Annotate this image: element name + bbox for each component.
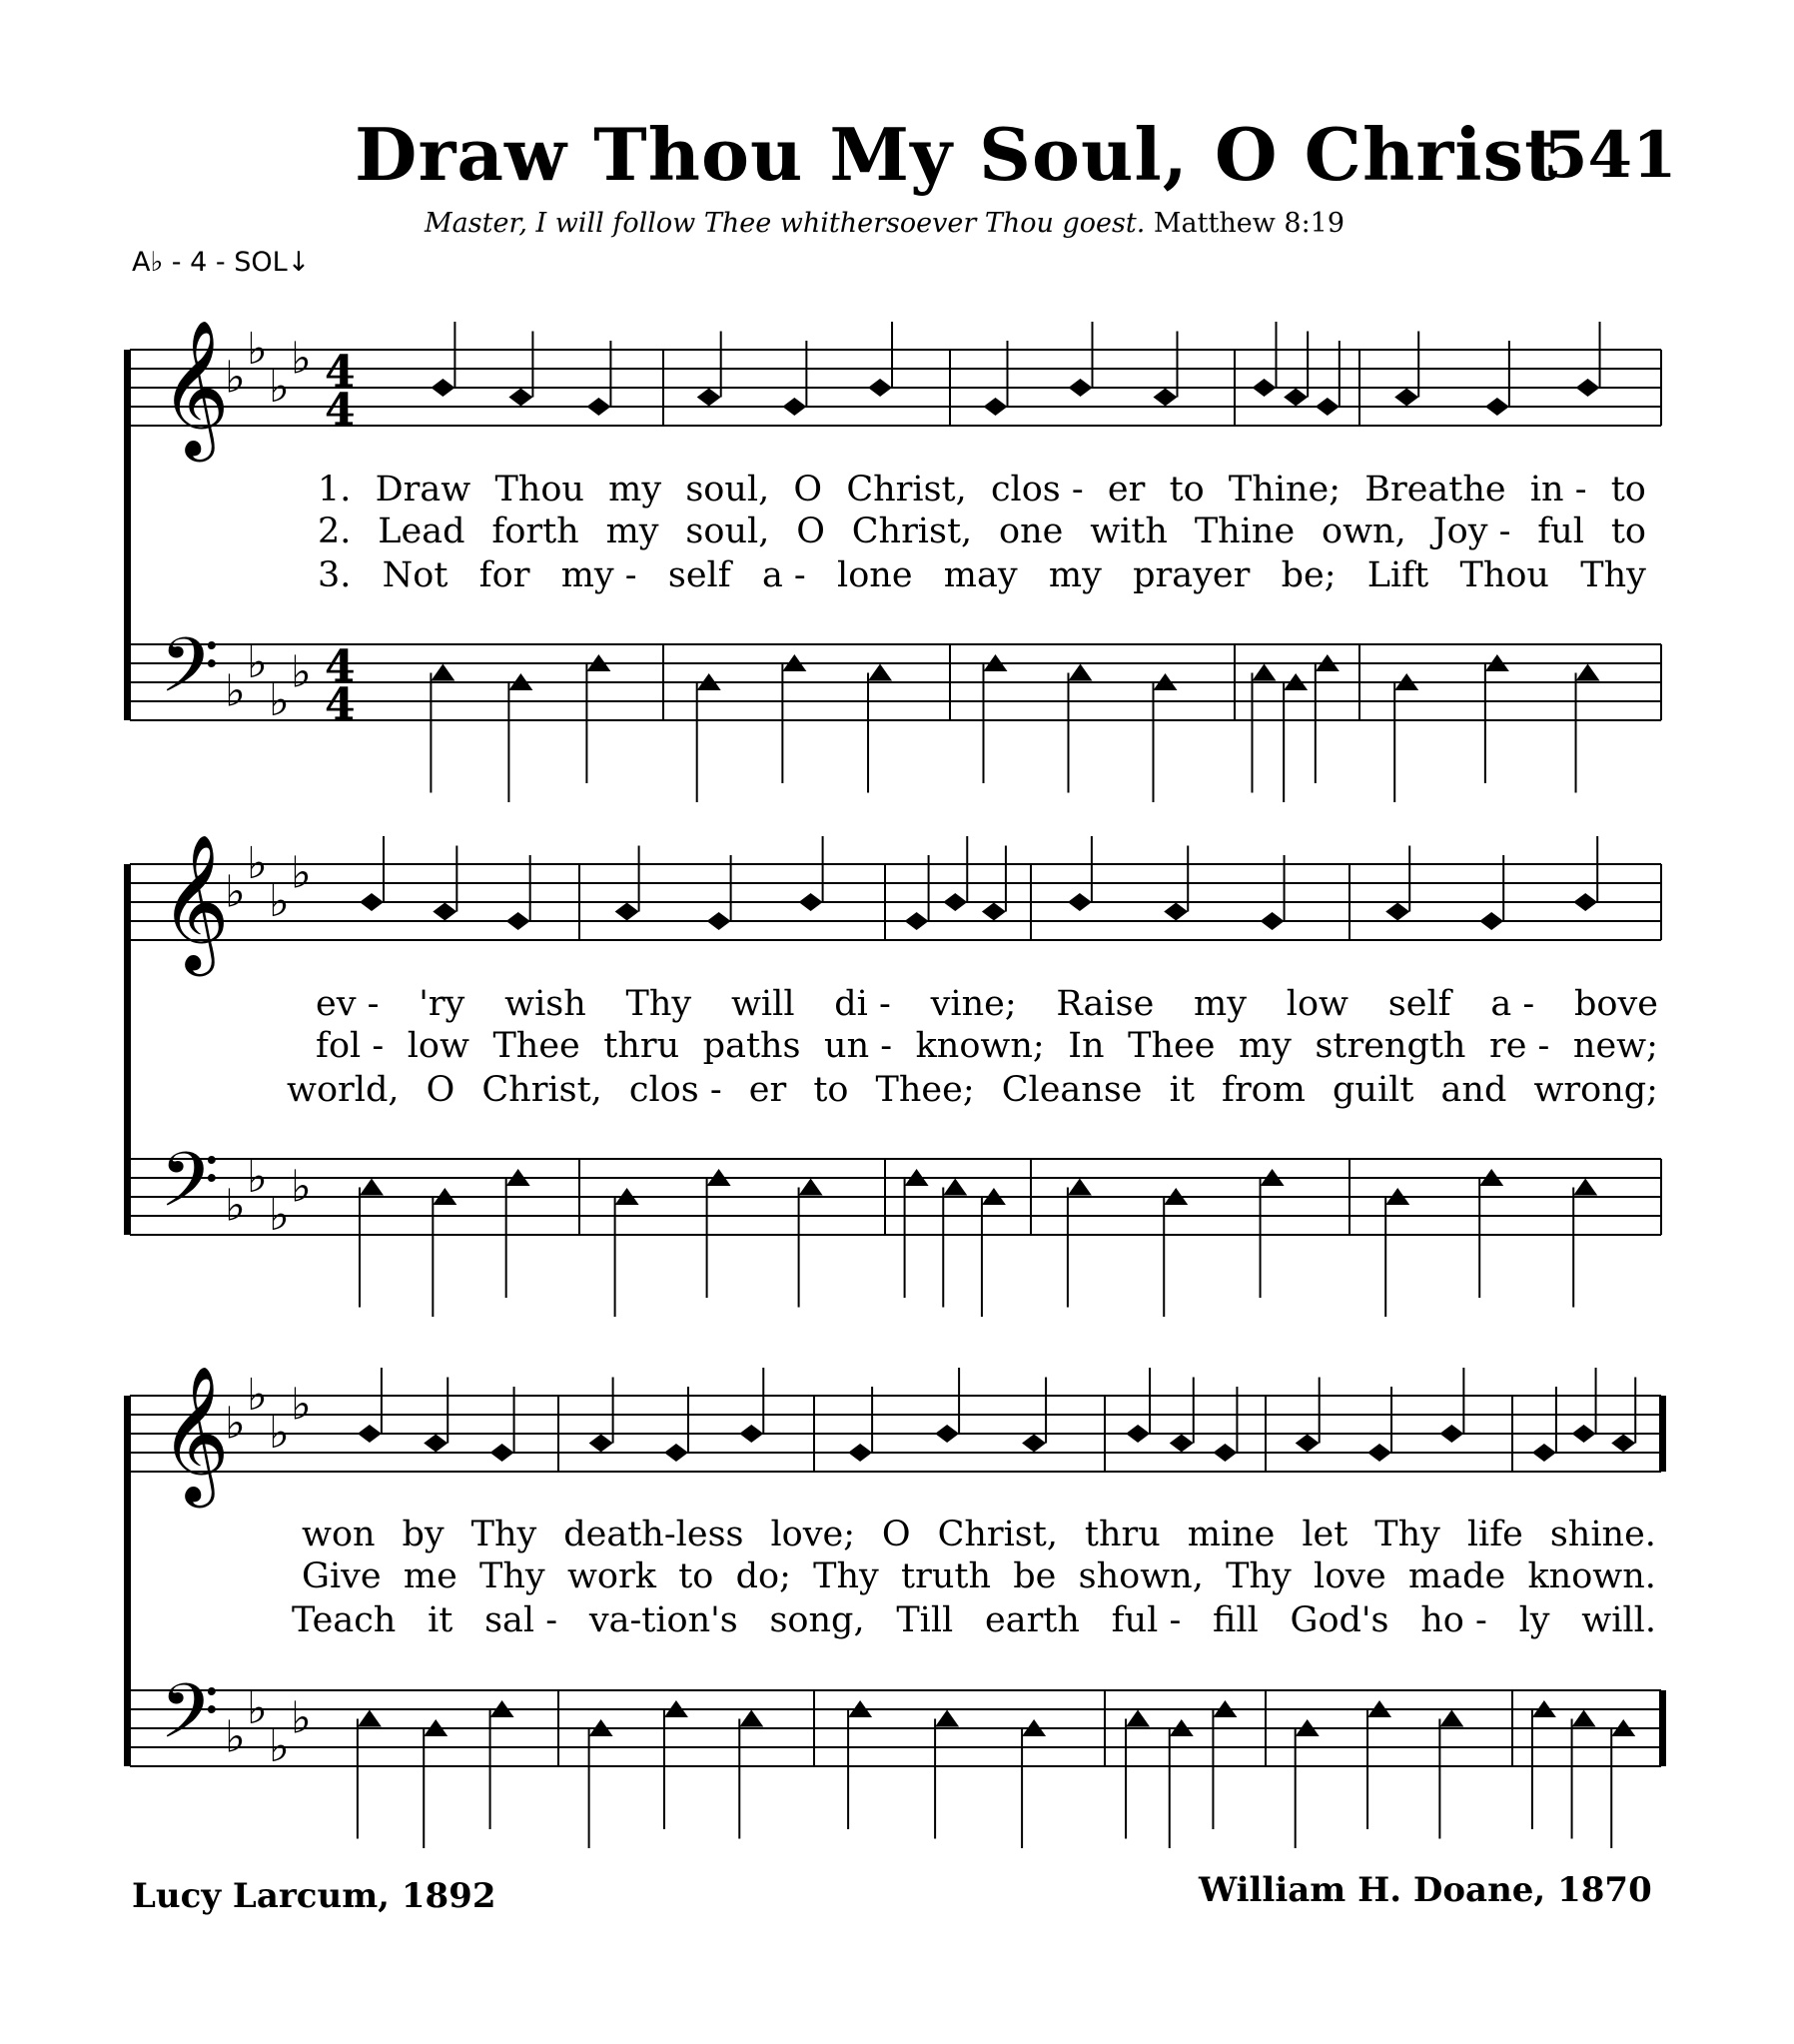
lyric-syllable: own, [1322,511,1406,551]
treble-note [615,903,639,921]
lyric-syllable: 2. [318,511,352,551]
lyric-syllable: my [605,511,659,551]
bass-note [1576,664,1600,681]
lyric-syllable: Thee [492,1026,580,1066]
lyric-syllable: Thy [479,1556,545,1596]
treble-note [508,389,532,407]
final-barline [1659,1396,1666,1472]
lyric-syllable: Christ, [937,1515,1058,1554]
lyric-syllable: life [1466,1515,1523,1554]
treble-note [1213,1444,1237,1462]
lyric-syllable: wish [504,984,586,1024]
lyric-syllable: Thy [1580,555,1646,595]
treble-note [982,903,1006,921]
lyric-syllable: 3. [318,555,352,595]
lyric-syllable: to [1610,511,1646,551]
treble-note [1164,903,1188,921]
lyric-syllable: ev - [316,984,380,1024]
flat-icon: ♭ [247,324,268,375]
flat-icon: ♭ [269,1408,290,1459]
treble-note [506,912,530,930]
lyric-syllable: soul, [685,511,770,551]
treble-note [1573,893,1597,911]
lyric-syllable: soul, [685,470,770,510]
treble-note [433,903,456,921]
lyric-syllable: O [881,1515,911,1554]
lyric-line [287,1070,1658,1110]
bass-note [1126,1710,1150,1727]
treble-note [1576,379,1600,397]
lyric-syllable: er [1107,470,1146,510]
lyric-line [318,555,1646,595]
lyric-syllable: 1. [318,470,352,510]
lyric-syllable: strength [1315,1026,1466,1066]
system-brace-bar [124,350,131,720]
bass-note [1253,664,1277,681]
bass-note [1573,1179,1597,1196]
treble-note [1485,398,1509,416]
flat-icon: ♭ [225,1398,246,1450]
lyric-syllable: Christ, [481,1070,602,1110]
lyric-syllable: it [1169,1070,1195,1110]
lyric-syllable: Thine; [1228,470,1342,510]
lyric-syllable: will [730,984,795,1024]
bass-note [739,1710,763,1727]
treble-note [1394,389,1418,407]
lyric-syllable: Lead [378,511,465,551]
final-barline [1659,1690,1666,1766]
flat-icon: ♭ [269,876,290,927]
treble-note [586,398,610,416]
lyric-syllable: Thy [813,1556,879,1596]
system-brace-bar [124,1396,131,1766]
lyric-syllable: known. [1527,1556,1656,1596]
bass-note [431,664,454,681]
lyric-syllable: Thy [1374,1515,1440,1554]
treble-note [782,398,806,416]
treble-note [1532,1444,1556,1462]
lyric-syllable: Breathe [1364,470,1506,510]
lyric-syllable: 'ry [419,984,465,1024]
lyric-syllable: let [1302,1515,1348,1554]
lyric-syllable: low [407,1026,469,1066]
lyric-syllable: Christ, [851,511,973,551]
treble-note [431,379,454,397]
lyric-syllable: sal - [484,1600,558,1640]
treble-note [424,1435,448,1453]
treble-note [490,1444,514,1462]
flat-icon: ♭ [291,847,312,899]
treble-note [1253,379,1277,397]
lyric-syllable: with [1090,511,1168,551]
treble-note [1154,389,1178,407]
treble-note [943,893,967,911]
flat-icon: ♭ [247,1152,268,1203]
treble-note [1316,398,1340,416]
lyric-syllable: Not [382,555,448,595]
lyric-syllable: bove [1573,984,1658,1024]
lyric-line [316,1026,1658,1066]
lyric-line [318,470,1646,510]
lyric-syllable: will. [1581,1600,1656,1640]
lyric-syllable: new; [1572,1026,1658,1066]
treble-note [360,893,384,911]
treble-note [664,1444,688,1462]
lyric-syllable: world, [287,1070,400,1110]
treble-clef-icon: 𝄞 [160,318,230,456]
time-signature-top: 4 [325,347,356,398]
lyric-syllable: ly [1518,1600,1550,1640]
lyric-line [292,1600,1656,1640]
time-signature-bottom: 4 [325,679,356,730]
treble-note [1126,1425,1150,1443]
lyric-syllable: wrong; [1533,1070,1658,1110]
lyric-syllable: In [1068,1026,1105,1066]
lyric-syllable: it [428,1600,453,1640]
lyric-syllable: forth [491,511,579,551]
flat-icon: ♭ [291,1161,312,1213]
composer-credit: William H. Doane, 1870 [1199,1870,1652,1910]
treble-note [905,912,929,930]
treble-note [1385,903,1409,921]
flat-icon: ♭ [291,1692,312,1744]
lyric-syllable: thru [603,1026,680,1066]
lyric-syllable: thru [1084,1515,1161,1554]
lyric-syllable: won [302,1515,376,1554]
flat-icon: ♭ [269,362,290,413]
time-signature-bottom: 4 [325,385,356,436]
lyric-syllable: er [748,1070,787,1110]
treble-note [799,893,823,911]
hymn-title: Draw Thou My Soul, O Christ [355,112,1559,197]
flat-icon: ♭ [247,1683,268,1734]
treble-note [1068,893,1092,911]
bass-clef-icon: 𝄢 [160,1667,220,1774]
lyric-syllable: Thou [494,470,584,510]
treble-note [868,379,892,397]
bass-note [360,1179,384,1196]
treble-note [1367,1444,1391,1462]
lyric-syllable: ful - [1111,1600,1182,1640]
flat-icon: ♭ [269,1721,290,1772]
lyric-syllable: be [1013,1556,1057,1596]
bass-note [799,1179,823,1196]
key-indication: A♭ - 4 - SOL↓ [132,247,311,278]
flat-icon: ♭ [225,665,246,717]
lyric-syllable: work [566,1556,656,1596]
treble-note [358,1425,382,1443]
lyric-line [302,1515,1656,1554]
lyric-syllable: Teach [292,1600,397,1640]
time-signature-top: 4 [325,641,356,692]
flat-icon: ♭ [225,866,246,918]
lyric-syllable: made [1408,1556,1506,1596]
lyric-syllable: di - [834,984,891,1024]
lyric-syllable: Thy [1226,1556,1292,1596]
treble-note [1296,1435,1320,1453]
flat-icon: ♭ [225,1711,246,1763]
treble-note [935,1425,959,1443]
treble-note [848,1444,872,1462]
epigraph-quote: Master, I will follow Thee whithersoever Thou goest. [425,208,1146,239]
flat-icon: ♭ [269,1190,290,1241]
lyric-syllable: a - [1490,984,1535,1024]
flat-icon: ♭ [291,333,312,385]
lyric-syllable: Till [896,1600,954,1640]
lyric-syllable: Thine [1194,511,1296,551]
lyric-syllable: fol - [316,1026,385,1066]
lyric-syllable: Thou [1459,555,1549,595]
treble-note [984,398,1008,416]
bass-note [1439,1710,1463,1727]
bass-clef-icon: 𝄢 [160,621,220,728]
bass-note [943,1179,967,1196]
lyric-syllable: Lift [1366,555,1429,595]
lyric-syllable: Give [302,1556,382,1596]
lyric-syllable: my [1048,555,1102,595]
lyric-syllable: vine; [930,984,1017,1024]
lyric-syllable: love; [770,1515,855,1554]
flat-icon: ♭ [291,646,312,698]
lyric-syllable: Thy [625,984,692,1024]
lyric-syllable: my [1194,984,1248,1024]
hymn-number: 541 [1543,118,1677,193]
bass-note [935,1710,959,1727]
treble-note [1284,389,1308,407]
lyric-syllable: shown, [1078,1556,1204,1596]
lyric-syllable: to [813,1070,849,1110]
lyric-syllable: re - [1488,1026,1550,1066]
epigraph-reference: Matthew 8:19 [1153,208,1346,239]
lyric-syllable: prayer [1133,555,1251,595]
treble-clef-icon: 𝄞 [160,1364,230,1502]
flat-icon: ♭ [247,1370,268,1421]
lyric-syllable: for [478,555,530,595]
system-brace-bar [124,864,131,1235]
lyric-line [316,984,1658,1024]
bass-clef-icon: 𝄢 [160,1136,220,1243]
flat-icon: ♭ [247,637,268,688]
lyric-syllable: be; [1281,555,1337,595]
treble-note [1479,912,1503,930]
flat-icon: ♭ [225,1180,246,1232]
treble-note [589,1435,613,1453]
lyric-syllable: one [999,511,1064,551]
lyric-syllable: self [667,555,731,595]
treble-note [1572,1425,1596,1443]
flat-icon: ♭ [247,838,268,889]
lyric-syllable: va-tion's [588,1600,738,1640]
lyric-syllable: by [402,1515,445,1554]
lyric-line [302,1556,1656,1596]
bass-note [1068,1179,1092,1196]
lyric-syllable: God's [1290,1600,1389,1640]
lyric-syllable: clos - [628,1070,722,1110]
treble-clef-icon: 𝄞 [160,832,230,970]
lyric-syllable: death-less [563,1515,744,1554]
lyric-syllable: O [796,511,825,551]
lyric-syllable: to [1169,470,1205,510]
lyric-syllable: clos - [990,470,1084,510]
lyric-syllable: to [1610,470,1646,510]
treble-note [697,389,721,407]
lyric-syllable: Christ, [846,470,967,510]
lyric-syllable: O [793,470,823,510]
lyric-syllable: known; [915,1026,1045,1066]
bass-note [1572,1710,1596,1727]
lyric-syllable: Raise [1056,984,1155,1024]
lyric-syllable: song, [769,1600,865,1640]
treble-note [1069,379,1093,397]
bass-note [868,664,892,681]
lyric-syllable: low [1286,984,1349,1024]
lyric-syllable: Thee; [875,1070,975,1110]
lyric-syllable: shine. [1549,1515,1656,1554]
lyric-syllable: my [1238,1026,1292,1066]
lyric-syllable: Thy [470,1515,537,1554]
treble-note [1611,1435,1635,1453]
lyric-syllable: Joy - [1432,511,1511,551]
treble-note [1022,1435,1046,1453]
lyric-syllable: in - [1529,470,1587,510]
lyric-syllable: a - [761,555,806,595]
flat-icon: ♭ [291,1379,312,1431]
lyric-syllable: love [1314,1556,1386,1596]
lyric-syllable: from [1221,1070,1306,1110]
lyric-syllable: Thee [1128,1026,1216,1066]
lyric-syllable: guilt [1333,1070,1414,1110]
lyric-syllable: mine [1187,1515,1276,1554]
flat-icon: ♭ [269,675,290,726]
treble-note [1170,1435,1194,1453]
lyric-syllable: do; [735,1556,791,1596]
lyric-syllable: me [403,1556,457,1596]
lyric-syllable: may [943,555,1018,595]
treble-note [1261,912,1285,930]
bass-note [1069,664,1093,681]
lyric-syllable: paths [702,1026,801,1066]
treble-note [707,912,731,930]
flat-icon: ♭ [225,352,246,404]
lyricist-credit: Lucy Larcum, 1892 [132,1876,496,1916]
lyric-syllable: ho - [1420,1600,1487,1640]
lyric-line [318,511,1646,551]
lyric-syllable: Draw [375,470,471,510]
lyric-syllable: to [678,1556,714,1596]
treble-note [739,1425,763,1443]
lyric-syllable: earth [984,1600,1080,1640]
lyric-syllable: my - [560,555,637,595]
bass-note [358,1710,382,1727]
lyric-syllable: O [426,1070,455,1110]
lyric-syllable: un - [824,1026,893,1066]
lyric-syllable: Cleanse [1001,1070,1143,1110]
lyric-syllable: truth [901,1556,991,1596]
lyric-syllable: self [1387,984,1451,1024]
lyric-syllable: lone [837,555,913,595]
lyric-syllable: ful [1537,511,1584,551]
treble-note [1439,1425,1463,1443]
lyric-syllable: and [1440,1070,1507,1110]
lyric-syllable: my [608,470,662,510]
lyric-syllable: fill [1213,1600,1259,1640]
